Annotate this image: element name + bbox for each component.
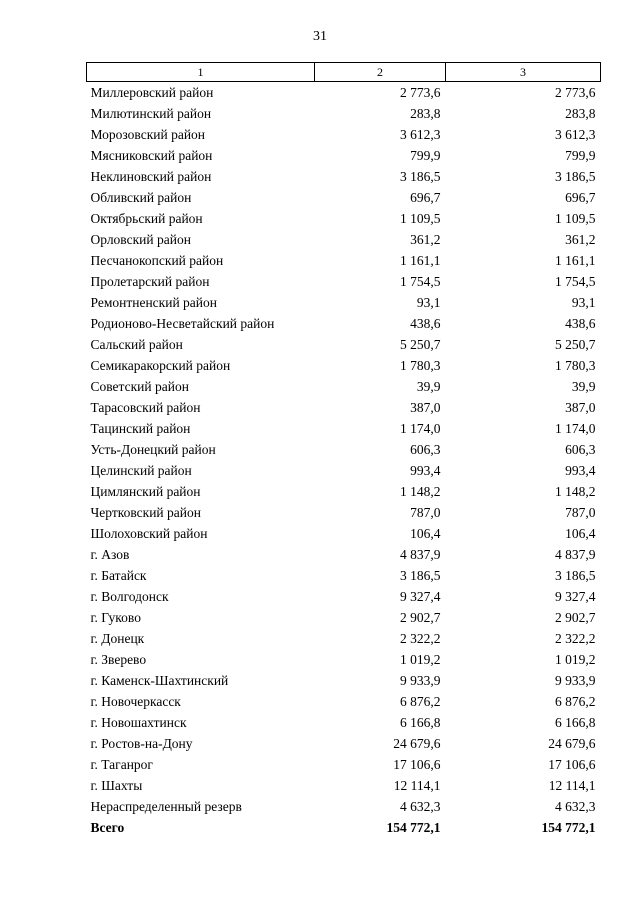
column-3-value-cell: 1 780,3: [555, 358, 596, 373]
column-3-value-cell: 696,7: [565, 190, 596, 205]
region-name-cell: г. Азов: [90, 547, 130, 562]
column-header-1: 1: [87, 63, 315, 82]
table-row: [87, 544, 601, 565]
column-3-value-cell: 387,0: [565, 400, 596, 415]
table-row: [87, 754, 601, 775]
region-name-cell: г. Волгодонск: [90, 589, 169, 604]
region-name-cell: Мясниковский район: [90, 148, 213, 163]
column-2-value-cell: 9 933,9: [400, 673, 441, 688]
column-2-value-cell: 106,4: [410, 526, 441, 541]
total-column-3-value-cell: 154 772,1: [541, 820, 596, 835]
region-name-cell: Песчанокопский район: [90, 253, 224, 268]
column-2-value-cell: 1 780,3: [400, 358, 441, 373]
column-3-value-cell: 3 186,5: [555, 169, 596, 184]
region-name-cell: Орловский район: [90, 232, 191, 247]
region-name-cell: Обливский район: [90, 190, 192, 205]
table-header-row: [87, 63, 601, 82]
region-name-cell: г. Новочеркасск: [90, 694, 181, 709]
region-name-cell: Сальский район: [90, 337, 183, 352]
region-name-cell: г. Новошахтинск: [90, 715, 187, 730]
column-3-value-cell: 12 114,1: [548, 778, 596, 793]
region-name-cell: Пролетарский район: [90, 274, 210, 289]
region-name-cell: Тацинский район: [90, 421, 191, 436]
region-name-cell: Ремонтненский район: [90, 295, 217, 310]
table-row: [87, 523, 601, 544]
table-row: [87, 775, 601, 796]
table-row: [87, 376, 601, 397]
column-3-value-cell: 2 322,2: [555, 631, 596, 646]
table-row: [87, 565, 601, 586]
column-3-value-cell: 787,0: [565, 505, 596, 520]
column-2-value-cell: 1 161,1: [400, 253, 441, 268]
region-name-cell: Тарасовский район: [90, 400, 201, 415]
region-name-cell: Милютинский район: [90, 106, 212, 121]
column-2-value-cell: 606,3: [410, 442, 441, 457]
budget-table: [86, 62, 601, 838]
table-row: [87, 271, 601, 292]
column-3-value-cell: 3 612,3: [555, 127, 596, 142]
column-2-value-cell: 17 106,6: [393, 757, 441, 772]
column-3-value-cell: 4 632,3: [555, 799, 596, 814]
column-2-value-cell: 9 327,4: [400, 589, 441, 604]
column-3-value-cell: 93,1: [571, 295, 596, 310]
column-2-value-cell: 1 174,0: [400, 421, 441, 436]
region-name-cell: г. Таганрог: [90, 757, 153, 772]
column-2-value-cell: 696,7: [410, 190, 441, 205]
region-name-cell: Шолоховский район: [90, 526, 208, 541]
table-row: [87, 397, 601, 418]
column-3-value-cell: 106,4: [565, 526, 596, 541]
table-row: [87, 229, 601, 250]
column-2-value-cell: 361,2: [410, 232, 441, 247]
page-number: 31: [313, 29, 327, 44]
column-3-value-cell: 361,2: [565, 232, 596, 247]
region-name-cell: г. Батайск: [90, 568, 147, 583]
column-3-value-cell: 24 679,6: [548, 736, 596, 751]
table-row: [87, 607, 601, 628]
table-row: [87, 628, 601, 649]
region-name-cell: Чертковский район: [90, 505, 201, 520]
region-name-cell: Цимлянский район: [90, 484, 201, 499]
region-name-cell: г. Донецк: [90, 631, 145, 646]
region-name-cell: г. Шахты: [90, 778, 143, 793]
column-2-value-cell: 6 876,2: [400, 694, 441, 709]
column-3-value-cell: 606,3: [565, 442, 596, 457]
column-3-value-cell: 993,4: [565, 463, 596, 478]
table-row: [87, 481, 601, 502]
region-name-cell: г. Гуково: [90, 610, 141, 625]
column-3-value-cell: 9 327,4: [555, 589, 596, 604]
table-row: [87, 292, 601, 313]
column-2-value-cell: 4 632,3: [400, 799, 441, 814]
table-row: [87, 691, 601, 712]
table-row: [87, 124, 601, 145]
column-2-value-cell: 5 250,7: [400, 337, 441, 352]
table-row: [87, 250, 601, 271]
table-row: [87, 439, 601, 460]
region-name-cell: Целинский район: [90, 463, 192, 478]
column-2-value-cell: 799,9: [410, 148, 441, 163]
column-3-value-cell: 2 902,7: [555, 610, 596, 625]
table-row: [87, 796, 601, 817]
region-name-cell: г. Зверево: [90, 652, 147, 667]
column-2-value-cell: 3 186,5: [400, 568, 441, 583]
column-2-value-cell: 12 114,1: [393, 778, 441, 793]
column-2-value-cell: 24 679,6: [393, 736, 441, 751]
table-row: [87, 187, 601, 208]
region-name-cell: Неклиновский район: [90, 169, 212, 184]
column-2-value-cell: 3 186,5: [400, 169, 441, 184]
table-body: [87, 82, 601, 839]
column-3-value-cell: 1 174,0: [555, 421, 596, 436]
column-3-value-cell: 6 876,2: [555, 694, 596, 709]
table-row: [87, 166, 601, 187]
column-2-value-cell: 1 148,2: [400, 484, 441, 499]
table-row: [87, 460, 601, 481]
column-3-value-cell: 438,6: [565, 316, 596, 331]
column-header-3: 3: [446, 63, 601, 82]
column-header-2: 2: [315, 63, 446, 82]
region-name-cell: г. Каменск-Шахтинский: [90, 673, 229, 688]
table-row: [87, 334, 601, 355]
column-3-value-cell: 9 933,9: [555, 673, 596, 688]
column-3-value-cell: 17 106,6: [548, 757, 596, 772]
region-name-cell: Миллеровский район: [90, 85, 214, 100]
table-row: [87, 586, 601, 607]
table-row: [87, 313, 601, 334]
region-name-cell: Нераспределенный резерв: [90, 799, 242, 814]
column-3-value-cell: 3 186,5: [555, 568, 596, 583]
column-2-value-cell: 387,0: [410, 400, 441, 415]
column-2-value-cell: 438,6: [410, 316, 441, 331]
region-name-cell: Советский район: [90, 379, 189, 394]
total-region-name-cell: Всего: [90, 820, 125, 835]
table-row: [87, 103, 601, 124]
column-2-value-cell: 283,8: [410, 106, 441, 121]
table-row: [87, 145, 601, 166]
column-2-value-cell: 1 109,5: [400, 211, 441, 226]
total-row: [87, 817, 601, 838]
column-3-value-cell: 6 166,8: [555, 715, 596, 730]
region-name-cell: Усть-Донецкий район: [90, 442, 216, 457]
column-3-value-cell: 1 161,1: [555, 253, 596, 268]
table-row: [87, 82, 601, 104]
table-row: [87, 670, 601, 691]
region-name-cell: Морозовский район: [90, 127, 206, 142]
column-2-value-cell: 2 773,6: [400, 85, 441, 100]
column-3-value-cell: 1 109,5: [555, 211, 596, 226]
table-row: [87, 418, 601, 439]
region-name-cell: Октябрьский район: [90, 211, 203, 226]
column-2-value-cell: 39,9: [416, 379, 441, 394]
column-2-value-cell: 993,4: [410, 463, 441, 478]
region-name-cell: Семикаракорский район: [90, 358, 231, 373]
column-3-value-cell: 1 148,2: [555, 484, 596, 499]
column-3-value-cell: 283,8: [565, 106, 596, 121]
column-3-value-cell: 799,9: [565, 148, 596, 163]
column-2-value-cell: 1 754,5: [400, 274, 441, 289]
column-2-value-cell: 6 166,8: [400, 715, 441, 730]
region-name-cell: г. Ростов-на-Дону: [90, 736, 193, 751]
table-row: [87, 208, 601, 229]
column-2-value-cell: 3 612,3: [400, 127, 441, 142]
region-name-cell: Родионово-Несветайский район: [90, 316, 275, 331]
column-3-value-cell: 39,9: [571, 379, 596, 394]
table-row: [87, 712, 601, 733]
column-2-value-cell: 787,0: [410, 505, 441, 520]
table-row: [87, 502, 601, 523]
column-2-value-cell: 93,1: [416, 295, 441, 310]
table-row: [87, 733, 601, 754]
column-3-value-cell: 2 773,6: [555, 85, 596, 100]
total-column-2-value-cell: 154 772,1: [386, 820, 441, 835]
column-2-value-cell: 2 322,2: [400, 631, 441, 646]
table-row: [87, 649, 601, 670]
column-2-value-cell: 1 019,2: [400, 652, 441, 667]
table-row: [87, 355, 601, 376]
column-3-value-cell: 5 250,7: [555, 337, 596, 352]
column-3-value-cell: 1 754,5: [555, 274, 596, 289]
column-3-value-cell: 1 019,2: [555, 652, 596, 667]
column-2-value-cell: 2 902,7: [400, 610, 441, 625]
column-3-value-cell: 4 837,9: [555, 547, 596, 562]
column-2-value-cell: 4 837,9: [400, 547, 441, 562]
